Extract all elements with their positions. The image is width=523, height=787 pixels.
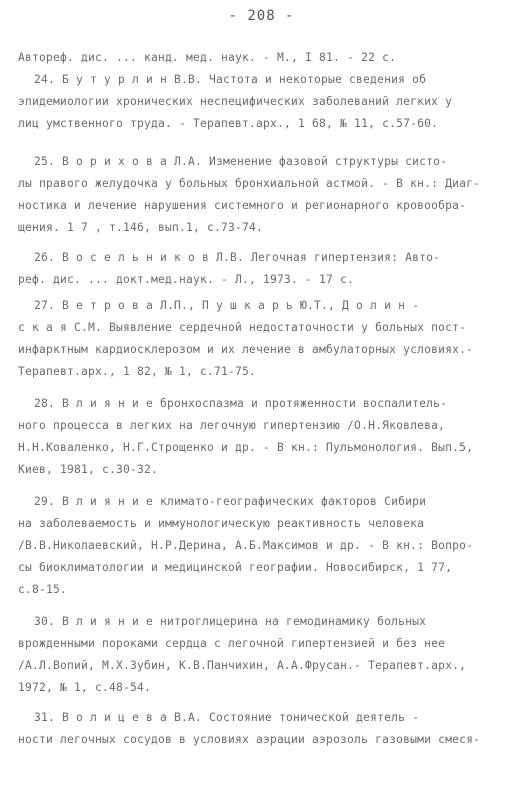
- text-line: 29. В л и я н и е климато-географических факторов Сибири: [34, 495, 427, 508]
- text-line: с к а я С.М. Выявление сердечной недостаточности у больных пост-: [18, 321, 467, 334]
- text-line: реф. дис. ... докт.мед.наук. - Л., 1973. - 17 с.: [18, 273, 355, 286]
- text-line: 27. В е т р о в а Л.П., П у ш к а р ь Ю.Т., Д о л и н -: [34, 299, 420, 312]
- text-line: Киев, 1981, с.30-32.: [18, 463, 159, 476]
- text-line: 25. В о р и х о в а Л.А. Изменение фазовой структуры систо-: [34, 155, 448, 168]
- text-line: ного процесса в легких на легочную гипертензию /О.Н.Яковлева,: [18, 419, 446, 432]
- text-line: эпидемиологии хронических неспецифических заболеваний легких у: [18, 95, 453, 108]
- text-line: Н.Н.Коваленко, Н.Г.Строщенко и др. - В кн.: Пульмонология. Вып.5,: [18, 441, 474, 454]
- page-number: - 208 -: [228, 8, 295, 24]
- text-line: Автореф. дис. ... канд. мед. наук. - М., I 81. - 22 с.: [18, 51, 397, 64]
- text-line: врожденными пороками сердца с легочной гипертензией и без нее: [18, 637, 446, 650]
- text-line: ности легочных сосудов в условиях аэрации аэрозоль газовыми смеся-: [18, 733, 481, 746]
- text-line: 26. В о с е л ь н и к о в Л.В. Легочная гипертензия: Авто-: [34, 251, 441, 264]
- text-line: лиц умственного труда. - Терапевт.арх., 1 68, № 11, с.57-60.: [18, 117, 439, 130]
- text-line: лы правого желудочка у больных бронхиальной астмой. - В кн.: Диаг-: [18, 177, 481, 190]
- text-line: сы биоклиматологии и медицинской географии. Новосибирск, 1 77,: [18, 561, 453, 574]
- text-line: /В.В.Николаевский, Н.Р.Дерина, А.Б.Максимов и др. - В кн.: Вопро-: [18, 539, 474, 552]
- text-line: 28. В л и я н и е бронхоспазма и протяженности воспалитель-: [34, 397, 448, 410]
- text-line: /А.Л.Вопий, М.Х.Зубин, К.В.Панчихин, А.А.Фрусан.- Терапевт.арх.,: [18, 659, 467, 672]
- text-line: 24. Б у т у р л и н В.В. Частота и некоторые сведения об: [34, 73, 427, 86]
- text-line: на заболеваемость и иммунологическую реактивность человека: [18, 517, 425, 530]
- text-line: 30. В л и я н и е нитроглицерина на гемодинамику больных: [34, 615, 427, 628]
- text-line: инфарктным кардиосклерозом и их лечение в амбулаторных условиях.-: [18, 343, 474, 356]
- text-line: с.8-15.: [18, 583, 68, 596]
- text-line: Терапевт.арх., 1 82, № 1, с.71-75.: [18, 365, 257, 378]
- text-line: 31. В о л и ц е в а В.А. Состояние тонической деятель -: [34, 711, 420, 724]
- text-line: щения. 1 7 , т.146, вып.1, с.73-74.: [18, 221, 264, 234]
- text-line: 1972, № 1, с.48-54.: [18, 681, 152, 694]
- text-line: ностика и лечение нарушения системного и регионарного кровообра-: [18, 199, 467, 212]
